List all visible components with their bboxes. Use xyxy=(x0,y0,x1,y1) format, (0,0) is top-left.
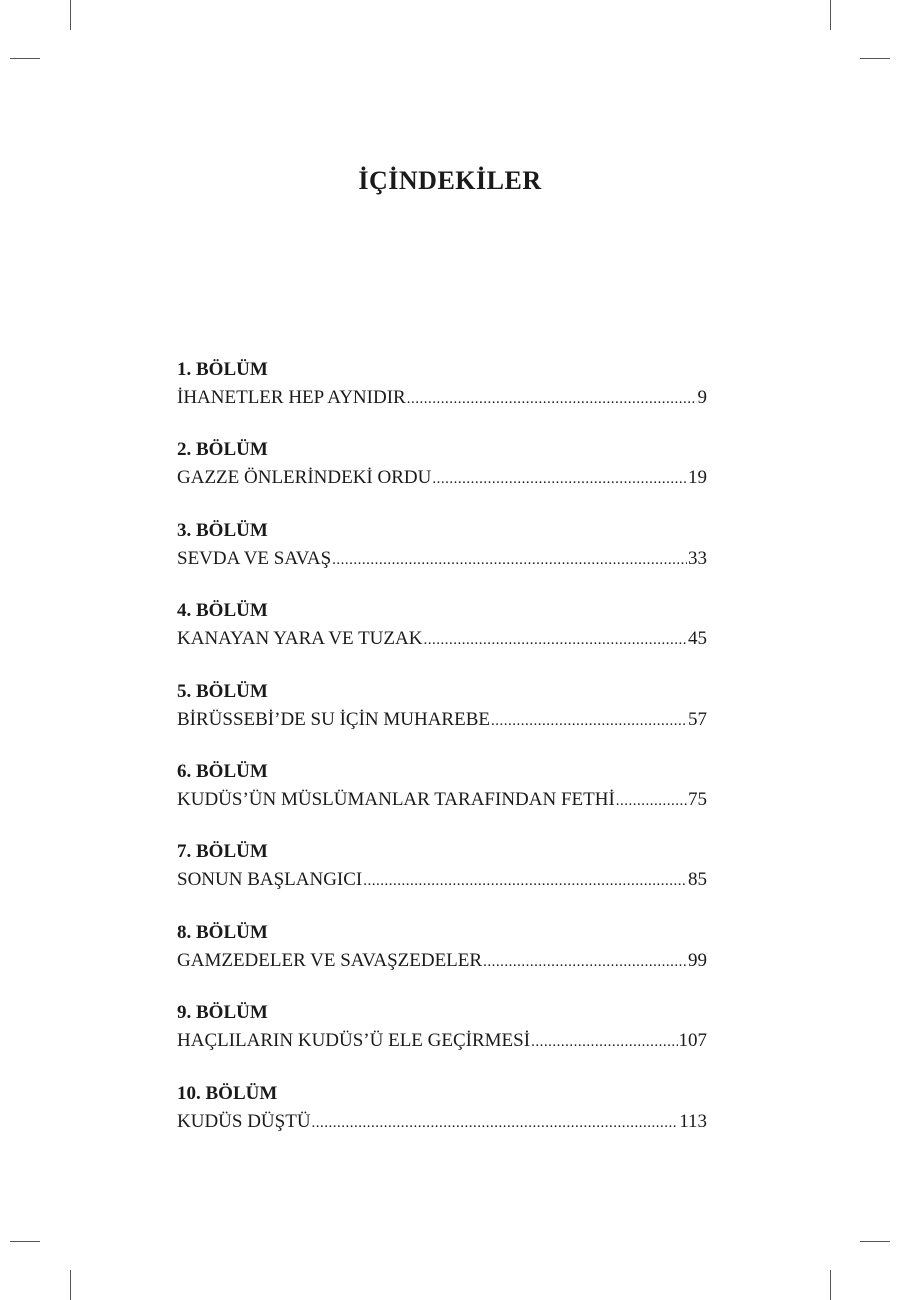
dot-leader xyxy=(423,625,687,655)
page-number: 107 xyxy=(678,1030,707,1052)
chapter-title: BİRÜSSEBİ’DE SU İÇİN MUHAREBE xyxy=(177,708,490,730)
chapter-title: KUDÜS’ÜN MÜSLÜMANLAR TARAFINDAN FETHİ xyxy=(177,788,615,810)
crop-mark-bottom-right-vertical xyxy=(830,1270,831,1300)
page-number: 75 xyxy=(688,788,707,810)
crop-mark-bottom-left-vertical xyxy=(70,1270,71,1300)
toc-chapter xyxy=(177,1000,707,1080)
toc-chapter xyxy=(177,1081,707,1161)
toc-chapter xyxy=(177,920,707,1000)
toc-chapter xyxy=(177,598,707,678)
toc-entry-link[interactable] xyxy=(177,785,707,815)
chapter-number: 6. BÖLÜM xyxy=(177,760,268,782)
page-number: 33 xyxy=(688,547,707,569)
toc-entry-link[interactable] xyxy=(177,865,707,895)
crop-mark-bottom-left-horizontal xyxy=(10,1241,40,1242)
chapter-title: İHANETLER HEP AYNIDIR xyxy=(177,387,406,408)
page-number: 99 xyxy=(688,949,707,971)
chapter-number: 4. BÖLÜM xyxy=(177,600,268,622)
chapter-title: KUDÜS DÜŞTÜ xyxy=(177,1110,311,1132)
toc-entry-link[interactable] xyxy=(177,1107,707,1137)
crop-mark-top-right-vertical xyxy=(830,0,831,30)
crop-mark-top-left-horizontal xyxy=(10,58,40,59)
toc-entry-link[interactable] xyxy=(177,1026,707,1056)
dot-leader xyxy=(332,545,687,575)
chapter-number: 7. BÖLÜM xyxy=(177,841,268,863)
table-of-contents xyxy=(177,357,707,1161)
chapter-number: 5. BÖLÜM xyxy=(177,680,268,702)
chapter-number: 3. BÖLÜM xyxy=(177,519,268,541)
dot-leader xyxy=(432,464,687,494)
chapter-title: KANAYAN YARA VE TUZAK xyxy=(177,628,423,650)
chapter-number: 1. BÖLÜM xyxy=(177,359,268,380)
page-title: İÇİNDEKİLER xyxy=(358,166,542,195)
chapter-number: 10. BÖLÜM xyxy=(177,1082,278,1104)
toc-entry-link[interactable] xyxy=(177,624,707,654)
crop-mark-bottom-right-horizontal xyxy=(860,1241,890,1242)
chapter-title: GAZZE ÖNLERİNDEKİ ORDU xyxy=(177,467,432,489)
dot-leader xyxy=(616,786,687,816)
page-number: 57 xyxy=(688,708,707,730)
toc-chapter xyxy=(177,518,707,598)
chapter-title: GAMZEDELER VE SAVAŞZEDELER xyxy=(177,949,483,971)
toc-entry-link[interactable] xyxy=(177,705,707,735)
chapter-title: SEVDA VE SAVAŞ xyxy=(177,547,332,569)
dot-leader xyxy=(312,1108,679,1138)
toc-chapter xyxy=(177,759,707,839)
toc-entry-link[interactable] xyxy=(177,383,707,413)
toc-chapter xyxy=(177,679,707,759)
dot-leader xyxy=(407,384,697,414)
toc-chapter xyxy=(177,357,707,437)
crop-mark-top-right-horizontal xyxy=(860,58,890,59)
toc-entry-link[interactable] xyxy=(177,544,707,574)
chapter-number: 8. BÖLÜM xyxy=(177,921,268,943)
toc-entry-link[interactable] xyxy=(177,463,707,493)
dot-leader xyxy=(491,706,687,736)
page-number: 9 xyxy=(697,387,707,408)
crop-mark-top-left-vertical xyxy=(70,0,71,30)
chapter-title: SONUN BAŞLANGICI xyxy=(177,869,363,891)
chapter-number: 9. BÖLÜM xyxy=(177,1002,268,1024)
toc-chapter xyxy=(177,839,707,919)
page-number: 113 xyxy=(679,1110,707,1132)
dot-leader xyxy=(363,866,687,896)
chapter-title: HAÇLILARIN KUDÜS’Ü ELE GEÇİRMESİ xyxy=(177,1030,531,1052)
toc-entry-link[interactable] xyxy=(177,946,707,976)
dot-leader xyxy=(483,947,687,977)
page-number: 85 xyxy=(688,869,707,891)
page-number: 45 xyxy=(688,628,707,650)
chapter-number: 2. BÖLÜM xyxy=(177,439,268,461)
dot-leader xyxy=(531,1027,677,1057)
page-number: 19 xyxy=(688,467,707,489)
toc-chapter xyxy=(177,437,707,517)
